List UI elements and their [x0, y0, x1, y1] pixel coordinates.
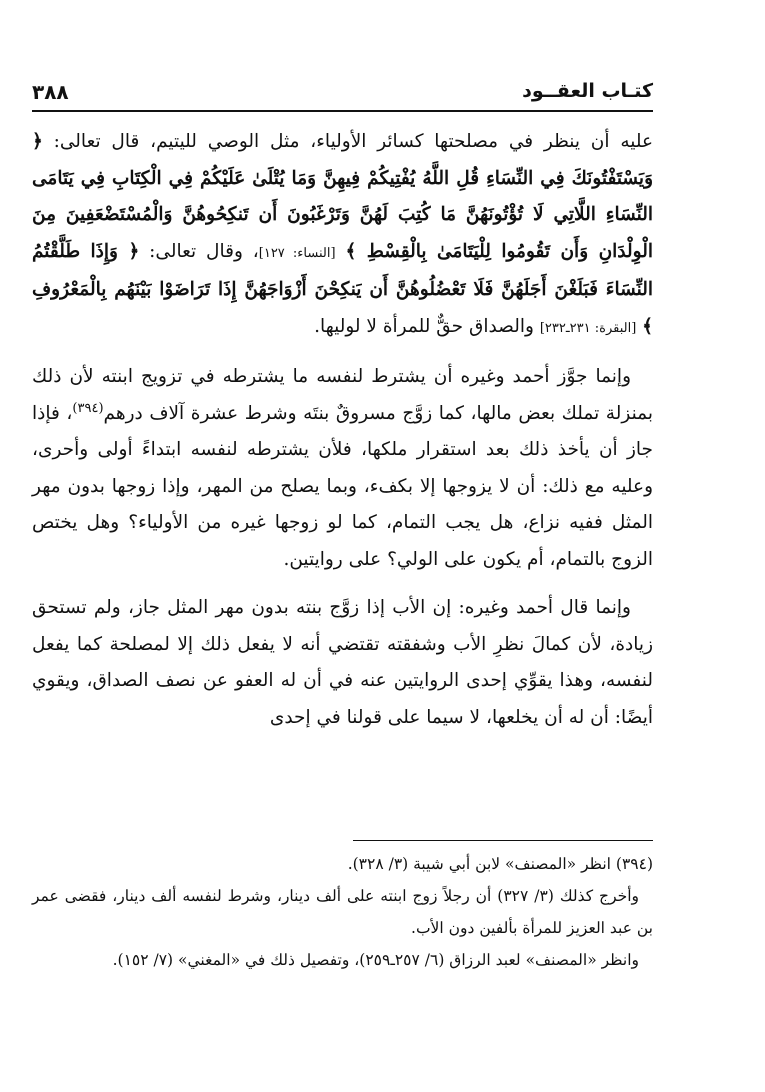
paragraph-1-intro: عليه أن ينظر في مصلحتها كسائر الأولياء، مثل الوصي لليتيم، قال تعالى:: [53, 131, 653, 152]
main-text: [32, 124, 653, 736]
quran-verse-baqara: ﴿ وَإِذَا طَلَّقْتُمُ النِّسَاءَ فَبَلَغْنَ أَجَلَهُنَّ فَلَا تَعْضُلُوهُنَّ أَن يَنكِحْنَ أَزْوَاجَهُنَّ إِذَا تَرَاضَوْا بَيْنَهُم بِالْمَعْرُوفِ ﴾: [32, 240, 653, 337]
footnote-394-references: وانظر «المصنف» لعبد الرزاق (٦/ ٢٥٧ـ٢٥٩)، وتفصيل ذلك في «المغني» (٧/ ١٥٢).: [112, 951, 639, 969]
quran-verse-nisa: ﴿ وَيَسْتَفْتُونَكَ فِي النِّسَاءِ قُلِ اللَّهُ يُفْتِيكُمْ فِيهِنَّ وَمَا يُتْلَىٰ عَلَيْكُمْ فِي الْكِتَابِ فِي يَتَامَى النِّسَاءِ اللَّاتِي لَا تُؤْتُونَهُنَّ مَا كُتِبَ لَهُنَّ وَتَرْغَبُونَ أَن تَنكِحُوهُنَّ وَالْمُسْتَضْعَفِينَ مِنَ الْوِلْدَانِ وَأَن تَقُومُوا لِلْيَتَامَىٰ بِالْقِسْطِ ﴾: [32, 131, 653, 262]
footnote-marker: (٣٩٤): [72, 400, 104, 416]
paragraph-3: وإنما قال أحمد وغيره: إن الأب إذا زوَّج بنته بدون مهر المثل جاز، ولم تستحق زيادة، لأن كمالَ نظرِ الأب وشفقته تقتضي أنه لا يفعل ذلك إلا لمصلحة كما يفعل لنفسه، وهذا يقوِّي إحدى الروايتين عنه في أن له العفو عن نصف الصداق، ويقوي أيضًا: أن له أن يخلعها، لا سيما على قولنا في إحدى: [32, 597, 653, 728]
footnote-separator: [353, 840, 653, 841]
page-number: ٣٨٨: [32, 80, 69, 104]
paragraph-2: [32, 359, 653, 578]
paragraph-1-mid: ، وقال تعالى:: [149, 240, 259, 262]
header-rule: [32, 110, 653, 112]
verse-reference-nisa: [النساء: ١٢٧]: [258, 245, 336, 261]
paragraph-1: [32, 124, 653, 347]
footnote-394: (٣٩٤) انظر «المصنف» لابن أبي شيبة (٣/ ٣٢٨).: [347, 855, 653, 873]
paragraph-2-after-note: ، فإذا جاز أن يأخذ ذلك بعد استقرار ملكها، فلأن يشترطه لنفسه ابتداءً أولى وأحرى، وعليه مع ذلك: أن لا يزوجها إلا بكفء، وبما يصلح من المهر، وإذا زوجها بدون مهر المثل ففيه نزاع، هل يجب التمام، كما لو زوجها غيره من الأولياء؟ وهل يختص الزوج بالتمام، أم يكون على الولي؟ على روايتين.: [32, 402, 653, 570]
page-header: [32, 80, 653, 108]
paragraph-1-end: والصداق حقٌّ للمرأة لا لوليها.: [314, 315, 534, 337]
footnotes: [32, 848, 653, 976]
footnote-394-continuation: وأخرج كذلك (٣/ ٣٢٧) أن رجلاً زوج ابنته على ألف دينار، وشرط لنفسه ألف دينار، فقضى عمر بن عبد العزيز للمرأة بألفين دون الأب.: [32, 887, 653, 937]
paragraph-2-before-note: وإنما جوَّز أحمد وغيره أن يشترط لنفسه ما يشترطه في تزويج ابنته لأن ذلك بمنزلة تملك بعض مالها، كما زوَّج مسروقٌ بنتَه وشرط عشرة آلاف درهم: [32, 366, 653, 424]
running-title: كتـاب العقــود: [522, 80, 653, 102]
verse-reference-baqara: [البقرة: ٢٣١ـ٢٣٢]: [539, 320, 637, 336]
